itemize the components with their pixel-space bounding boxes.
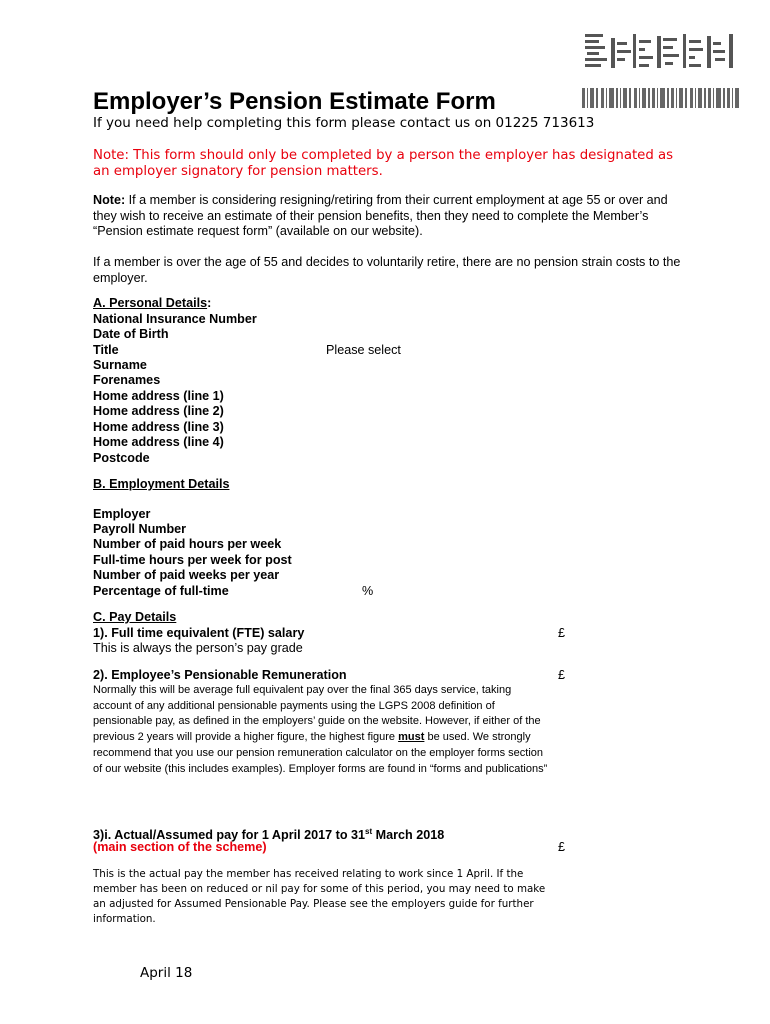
fte-pound-symbol: £ — [558, 626, 566, 640]
actual-label-1: 3)i. Actual/Assumed pay for 1 April 2017 to 31 — [93, 828, 366, 843]
section-c-heading: C. Pay Details — [93, 610, 177, 624]
remuneration-description — [93, 683, 548, 777]
field-paid-weeks: Number of paid weeks per year — [93, 568, 280, 582]
field-percentage-fulltime: Percentage of full-time — [93, 584, 229, 598]
remuneration-pound-symbol: £ — [558, 668, 566, 682]
organisation-logo — [583, 28, 739, 72]
page-title: Employer’s Pension Estimate Form — [93, 88, 496, 115]
help-contact-text: If you need help completing this form please contact us on 01225 713613 — [93, 115, 595, 131]
fte-salary-label: 1). Full time equivalent (FTE) salary — [93, 626, 305, 640]
member-estimate-note — [93, 193, 683, 240]
field-surname: Surname — [93, 358, 147, 372]
remuneration-label: 2). Employee’s Pensionable Remuneration — [93, 668, 347, 682]
field-postcode: Postcode — [93, 451, 150, 465]
fte-note: This is always the person’s pay grade — [93, 641, 303, 655]
field-home-address-1: Home address (line 1) — [93, 389, 224, 403]
remun-text-2: be used. We strongly recommend that you use our pension remuneration calculator on the employer forms section of our website (this includes examples). Employer forms are found in “forms and publications” — [93, 731, 548, 775]
section-a-title: A. Personal Details — [93, 296, 208, 310]
percent-symbol: % — [362, 584, 374, 598]
signatory-note: Note: This form should only be completed by a person the employer has designated as an employer signatory for pension matters. — [93, 148, 674, 179]
section-a-colon: : — [207, 296, 212, 310]
section-a-heading — [93, 296, 211, 312]
barcode-graphic — [582, 86, 740, 110]
note-body: If a member is considering resigning/retiring from their current employment at age 55 or over and they wish to receive an estimate of their pension benefits, then they need to complete the Member’s “Pension estimate request form” (available on our website). — [93, 193, 668, 238]
field-fulltime-hours: Full-time hours per week for post — [93, 553, 292, 567]
actual-pay-sublabel: (main section of the scheme) — [93, 840, 267, 854]
note-prefix: Note: — [93, 193, 126, 207]
actual-label-2: March 2018 — [372, 828, 445, 843]
actual-label-sup: st — [365, 827, 373, 836]
field-national-insurance: National Insurance Number — [93, 312, 257, 326]
title-select[interactable]: Please select — [326, 343, 401, 357]
field-home-address-2: Home address (line 2) — [93, 404, 224, 418]
strain-cost-note: If a member is over the age of 55 and decides to voluntarily retire, there are no pension strain costs to the employer. — [93, 255, 681, 285]
field-home-address-3: Home address (line 3) — [93, 420, 224, 434]
footer-date: April 18 — [140, 965, 193, 981]
field-payroll-number: Payroll Number — [93, 522, 187, 536]
field-forenames: Forenames — [93, 373, 161, 387]
field-date-of-birth: Date of Birth — [93, 327, 169, 341]
field-title: Title — [93, 343, 119, 357]
remun-text-1: Normally this will be average full equivalent pay over the final 365 days service, taking account of any additional pensionable payments using the LGPS 2008 definition of pensionable pay, as defined in the employers’ guide on the website. However, if either of the previous 2 years will provide a higher figure, the highest figure — [93, 684, 541, 744]
actual-pay-pound-symbol: £ — [558, 840, 566, 854]
field-home-address-4: Home address (line 4) — [93, 435, 224, 449]
field-employer: Employer — [93, 507, 151, 521]
section-b-heading: B. Employment Details — [93, 477, 230, 491]
remun-must: must — [398, 731, 425, 744]
field-paid-hours: Number of paid hours per week — [93, 537, 282, 551]
actual-pay-description: This is the actual pay the member has received relating to work since 1 April. If the member has been on reduced or nil pay for some of this period, you may need to make an adjusted for Assumed Pensionable Pay. Please see the employers guide for further information. — [93, 868, 546, 925]
